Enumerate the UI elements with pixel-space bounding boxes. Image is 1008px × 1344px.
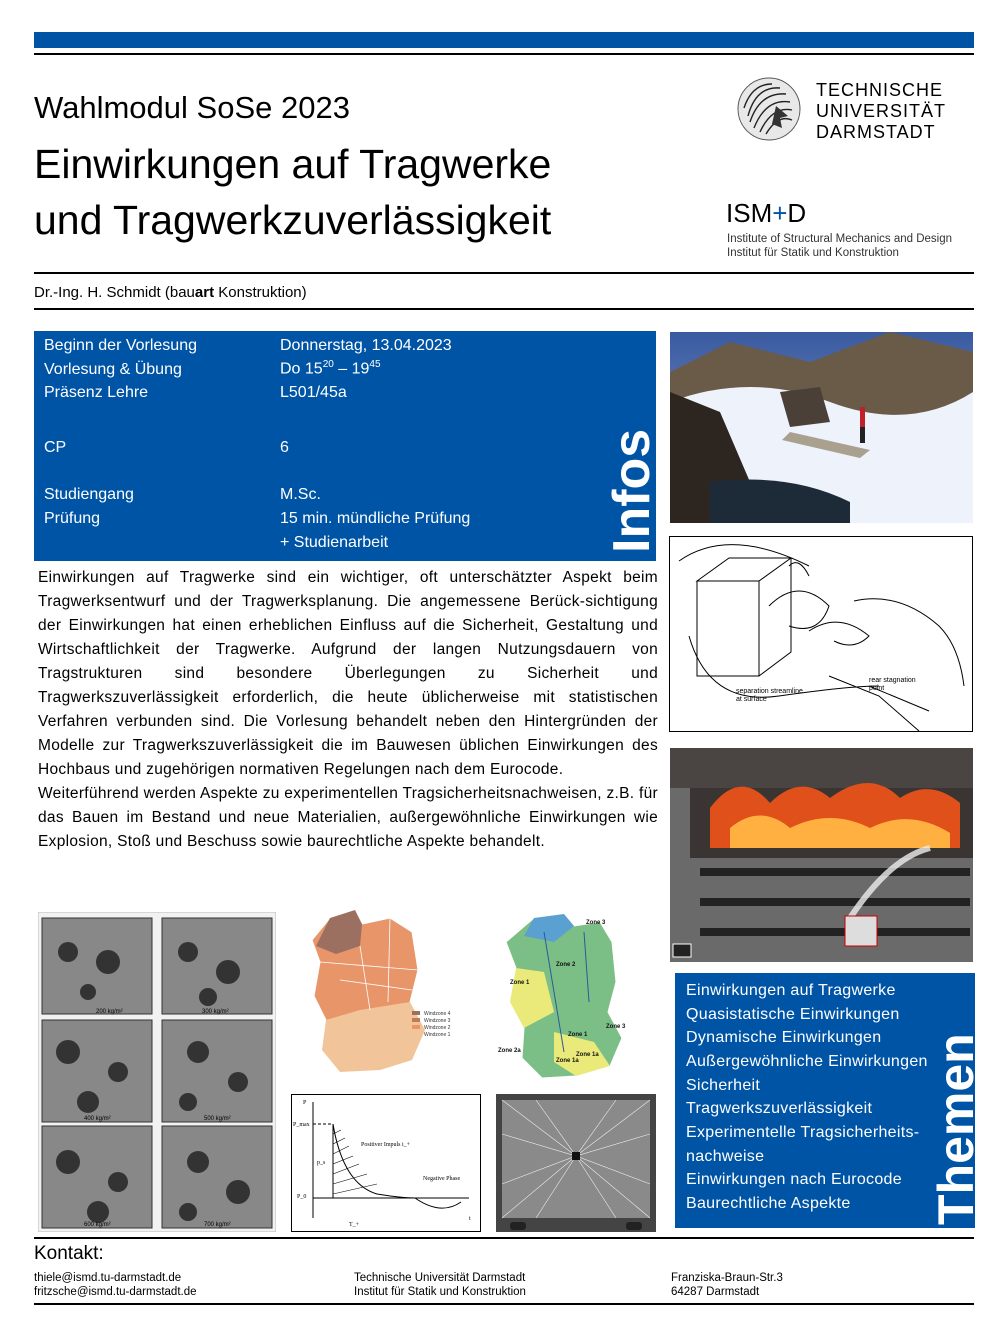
impulse-label-tplus: T_+: [349, 1222, 360, 1228]
snowzone-label-4: Zone 1: [568, 1032, 588, 1038]
tu-athena-logo: [736, 76, 802, 142]
ism-text: ISM: [726, 198, 773, 228]
title-line-2: und Tragwerkzuverlässigkeit: [34, 197, 552, 243]
contact-email-2[interactable]: fritzsche@ismd.tu-darmstadt.de: [34, 1286, 197, 1298]
windzone-map: [300, 910, 470, 1082]
snow-load-test-photos: [38, 912, 276, 1232]
windzone-legend-4: Windzone 4: [424, 1011, 451, 1017]
divider-header: [34, 272, 974, 274]
camera-icon: [673, 944, 691, 957]
snow-label-300: 300 kg/m²: [202, 1009, 229, 1015]
topic-item: Baurechtliche Aspekte: [686, 1195, 851, 1212]
schedule-sup2: 45: [369, 359, 381, 370]
winter-bridge-photo: [670, 332, 973, 523]
info-box: [34, 331, 661, 561]
tu-line-3: DARMSTADT: [816, 122, 936, 142]
info-value-start: Donnerstag, 13.04.2023: [280, 337, 452, 354]
tu-line-2: UNIVERSITÄT: [816, 101, 947, 121]
title-line-1: Einwirkungen auf Tragwerke: [34, 141, 552, 187]
info-value-exam-2: + Studienarbeit: [280, 534, 389, 551]
info-value-exam: 15 min. mündliche Prüfung: [280, 510, 471, 527]
snowzone-label-7: Zone 1a: [556, 1058, 579, 1064]
topic-item: Außergewöhnliche Einwirkungen: [686, 1053, 928, 1070]
snowzone-label-5: Zone 1a: [576, 1052, 599, 1058]
snowzone-map: [494, 912, 634, 1084]
windzone-legend-2: Windzone 2: [424, 1025, 451, 1031]
description-text: [38, 566, 658, 854]
info-label-schedule: Vorlesung & Übung: [44, 361, 182, 378]
topics-box: [675, 973, 984, 1228]
page-title: [34, 136, 551, 248]
contact-institution-1: Technische Universität Darmstadt: [354, 1272, 526, 1284]
contact-emails: [34, 1271, 197, 1299]
topic-item: Einwirkungen nach Eurocode: [686, 1171, 902, 1188]
snow-label-200: 200 kg/m²: [96, 1009, 123, 1015]
contact-address-2: 64287 Darmstadt: [671, 1286, 760, 1298]
ism-d: D: [787, 198, 807, 228]
contact-institution-2: Institut für Statik und Konstruktion: [354, 1286, 526, 1298]
glass-impact-photo: [496, 1094, 656, 1232]
impulse-label-pmax: P_max: [293, 1122, 310, 1128]
author-bold: art: [194, 284, 215, 301]
snowzone-label-2: Zone 2: [556, 962, 576, 968]
description-paragraph-1: Einwirkungen auf Tragwerke sind ein wichtiger, oft unterschätzter Aspekt beim Tragwerksentwurf und der Tragwerksplanung. Die angemessene Berück-sichtigung der Einwirkungen hat einen erheblichen Einfluss auf die Sicherheit, Gestaltung und Wirtschaftlichkeit der Tragwerke. Aufgrund der langen Nutzungsdauern von Tragstrukturen sind besondere Überlegungen zu Sicherheit und Tragwerkszuverlässigkeit erforderlich, die heute üblicherweise mit statistischen Verfahren verbunden sind. Die Vorlesung behandelt neben den Hintergründen der Modelle zur Tragwerkszuverlässigkeit die im Bauwesen üblichen Einwirkungen des Hochbaus und zugehörigen normativen Regelungen nach dem Eurocode.: [38, 569, 658, 778]
wind-flow-diagram: [669, 536, 973, 732]
divider-footer: [34, 1237, 974, 1239]
tu-name: [816, 80, 946, 143]
wind-label-3: rear stagnation: [869, 677, 916, 684]
tu-line-1: TECHNISCHE: [816, 80, 944, 100]
building-fire-photo: [670, 748, 973, 962]
impulse-label-p0: P_0: [297, 1194, 307, 1200]
ismd-line-1: Institute of Structural Mechanics and Design: [727, 233, 953, 245]
snow-label-500: 500 kg/m²: [204, 1116, 231, 1122]
info-value-schedule: [280, 359, 381, 378]
snow-label-400: 400 kg/m²: [84, 1116, 111, 1122]
info-label-cp: CP: [44, 439, 67, 456]
topic-item: Experimentelle Tragsicherheits-: [686, 1124, 920, 1141]
info-label-exam: Prüfung: [44, 510, 101, 527]
wind-label-1: separation streamline: [736, 688, 803, 695]
contact-address-1: Franziska-Braun-Str.3: [671, 1272, 783, 1284]
wind-label-2: at surface: [736, 696, 767, 703]
wind-label-4: point: [869, 685, 885, 692]
themen-vertical-label: Themen: [928, 1033, 984, 1225]
schedule-sup1: 20: [322, 359, 334, 370]
topic-item: Dynamische Einwirkungen: [686, 1029, 882, 1046]
windzone-legend-3: Windzone 3: [424, 1018, 451, 1024]
snowzone-label-6: Zone 2a: [498, 1048, 521, 1054]
contact-address: [671, 1271, 783, 1299]
topic-item: Quasistatische Einwirkungen: [686, 1006, 900, 1023]
impulse-label-negative: Negative Phase: [423, 1176, 461, 1182]
info-value-program: M.Sc.: [280, 486, 321, 503]
ismd-logo: [726, 198, 806, 229]
blast-impulse-diagram: [291, 1094, 481, 1232]
author-line: [34, 284, 307, 301]
windzone-legend-1: Windzone 1: [424, 1032, 451, 1038]
snowzone-label-1: Zone 3: [586, 920, 606, 926]
snowzone-label-8: Zone 3: [606, 1024, 626, 1030]
divider-author: [34, 308, 974, 310]
snowzone-label-3: Zone 1: [510, 980, 530, 986]
author-prefix: Dr.-Ing. H. Schmidt (bau: [34, 284, 195, 301]
info-label-start: Beginn der Vorlesung: [44, 337, 197, 354]
contact-institution: [354, 1271, 526, 1299]
snow-label-600: 600 kg/m²: [84, 1222, 111, 1228]
info-value-room: L501/45a: [280, 384, 347, 401]
snow-label-700: 700 kg/m²: [204, 1222, 231, 1228]
ismd-institute: [727, 232, 952, 260]
impulse-label-t: t: [469, 1216, 471, 1222]
divider-bottom: [34, 1303, 974, 1305]
info-label-room: Präsenz Lehre: [44, 384, 149, 401]
contact-email-1[interactable]: thiele@ismd.tu-darmstadt.de: [34, 1272, 182, 1284]
topic-item: nachweise: [686, 1148, 765, 1165]
author-suffix: Konstruktion): [214, 284, 307, 301]
infos-vertical-label: Infos: [603, 428, 661, 553]
topic-item: Einwirkungen auf Tragwerke: [686, 982, 896, 999]
description-paragraph-2: Weiterführend werden Aspekte zu experimentellen Tragsicherheitsnachweisen, z.B. für das Bauen im Bestand und neue Materialien, außergewöhnliche Einwirkungen wie Explosion, Stoß und Beschuss sowie baurechtliche Aspekte behandelt.: [38, 785, 658, 850]
info-label-program: Studiengang: [44, 486, 134, 503]
top-accent-bar: [34, 32, 974, 48]
impulse-label-positive: Positiver Impuls i_+: [361, 1142, 411, 1148]
ism-plus: +: [772, 198, 788, 228]
module-subtitle: Wahlmodul SoSe 2023: [34, 90, 350, 125]
divider-top: [34, 53, 974, 55]
contact-heading: Kontakt:: [34, 1243, 104, 1264]
ismd-line-2: Institut für Statik und Konstruktion: [727, 247, 899, 259]
schedule-mid: – 19: [333, 360, 370, 378]
schedule-prefix: Do 15: [280, 360, 323, 378]
info-value-cp: 6: [280, 439, 289, 456]
impulse-label-ps: p_s: [317, 1160, 326, 1166]
topic-item: Tragwerkszuverlässigkeit: [686, 1100, 873, 1117]
topic-item: Sicherheit: [686, 1077, 761, 1094]
impulse-label-p: P: [303, 1100, 307, 1106]
